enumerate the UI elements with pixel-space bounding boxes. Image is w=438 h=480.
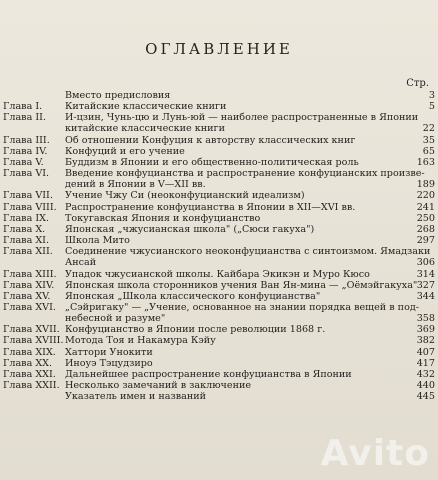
toc-row bbox=[3, 391, 435, 402]
toc-row bbox=[3, 291, 435, 302]
chapter-number: Глава XVIII. bbox=[3, 335, 64, 347]
chapter-title: Буддизм в Японии и его общественно-политическая роль bbox=[65, 156, 359, 168]
chapter-title: Японская школа сторонников учения Ван Ян-мина — „Оёмэйгакуха" bbox=[65, 279, 418, 291]
toc-row bbox=[3, 335, 435, 346]
toc-row bbox=[3, 146, 435, 157]
page-number: 445 bbox=[416, 391, 435, 403]
avito-watermark: Avito bbox=[320, 433, 430, 474]
chapter-title: китайские классические книги bbox=[65, 123, 225, 135]
page-number: 440 bbox=[416, 380, 435, 392]
page-number: 5 bbox=[428, 101, 435, 113]
chapter-title: Школа Мито bbox=[65, 235, 130, 247]
chapter-title: Указатель имен и названий bbox=[65, 391, 207, 403]
page-title: ОГЛАВЛЕНИЕ bbox=[145, 40, 293, 58]
toc-row bbox=[3, 257, 435, 268]
chapter-number: Глава XXI. bbox=[3, 368, 56, 380]
toc-row bbox=[3, 157, 435, 168]
chapter-title: Распространение конфуцианства в Японии в XII—XVI вв. bbox=[65, 201, 356, 213]
toc-row bbox=[3, 179, 435, 190]
chapter-title: Хаттори Унокити bbox=[65, 346, 153, 358]
chapter-title: Ансай bbox=[65, 257, 97, 269]
page-number: 3 bbox=[428, 90, 435, 101]
chapter-title: Иноуэ Тэцудзиро bbox=[65, 357, 153, 369]
page-number: 22 bbox=[422, 123, 435, 135]
page-number: 417 bbox=[416, 357, 435, 369]
toc-row bbox=[3, 347, 435, 358]
chapter-title: Об отношении Конфуция к авторству классических книг bbox=[65, 134, 356, 146]
toc-row bbox=[3, 380, 435, 391]
chapter-number: Глава II. bbox=[3, 112, 46, 124]
chapter-title: дений в Японии в V—XII вв. bbox=[65, 179, 206, 191]
chapter-number: Глава III. bbox=[3, 134, 50, 146]
page-number: 306 bbox=[416, 257, 435, 269]
chapter-number: Глава VI. bbox=[3, 168, 50, 180]
chapter-title: Китайские классические книги bbox=[65, 101, 227, 113]
chapter-number: Глава IX. bbox=[3, 212, 50, 224]
toc-row bbox=[3, 213, 435, 224]
chapter-title: Соединение чжусианского неоконфуцианства с синтоизмом. Ямадзаки bbox=[65, 246, 431, 258]
chapter-title: Японская „Школа классического конфуцианства" bbox=[65, 290, 321, 302]
chapter-title: Вместо предисловия bbox=[65, 90, 171, 101]
chapter-title: Мотода Тоя и Накамура Кэйу bbox=[65, 335, 216, 347]
toc-row bbox=[3, 112, 435, 123]
toc-row bbox=[3, 358, 435, 369]
toc-row bbox=[3, 90, 435, 101]
chapter-title: Учение Чжу Си (неоконфуцианский идеализм) bbox=[65, 190, 305, 202]
chapter-number: Глава V. bbox=[3, 156, 44, 168]
chapter-number: Глава XVI. bbox=[3, 301, 56, 313]
chapter-title: „Сэйригаку" — „Учение, основанное на знании порядка вещей в под- bbox=[65, 301, 419, 313]
toc-row bbox=[3, 302, 435, 313]
toc-row bbox=[3, 190, 435, 201]
toc-row bbox=[3, 235, 435, 246]
chapter-title: Японская „чжусианская школа" („Сюси гакуха") bbox=[65, 223, 315, 235]
toc-row bbox=[3, 246, 435, 257]
toc-row bbox=[3, 324, 435, 335]
chapter-number: Глава X. bbox=[3, 223, 46, 235]
chapter-number: Глава VII. bbox=[3, 190, 53, 202]
page-number: 314 bbox=[416, 268, 435, 280]
page-number: 220 bbox=[416, 190, 435, 202]
chapter-title: Конфуций и его учение bbox=[65, 145, 185, 157]
chapter-title: Упадок чжусианской школы. Кайбара Экикэн и Муро Кюсо bbox=[65, 268, 370, 280]
chapter-number: Глава XIII. bbox=[3, 268, 57, 280]
chapter-number: Глава XXII. bbox=[3, 380, 60, 392]
page-number: 407 bbox=[416, 346, 435, 358]
toc-row bbox=[3, 168, 435, 179]
chapter-title: Введение конфуцианства и распространение конфуцианских произве- bbox=[65, 168, 425, 180]
chapter-number: Глава XI. bbox=[3, 235, 50, 247]
toc-row bbox=[3, 224, 435, 235]
chapter-title: Дальнейшее распространение конфуцианства в Японии bbox=[65, 368, 352, 380]
chapter-number: Глава XII. bbox=[3, 246, 53, 258]
page-number: 65 bbox=[422, 145, 435, 157]
page-number: 344 bbox=[416, 290, 435, 302]
chapter-number: Глава XX. bbox=[3, 357, 53, 369]
toc-row bbox=[3, 123, 435, 134]
page-number: 268 bbox=[416, 223, 435, 235]
page-number: 369 bbox=[416, 324, 435, 336]
chapter-number: Глава VIII. bbox=[3, 201, 57, 213]
chapter-number: Глава IV. bbox=[3, 145, 48, 157]
chapter-number: Глава XIX. bbox=[3, 346, 56, 358]
toc-row bbox=[3, 202, 435, 213]
toc-row bbox=[3, 369, 435, 380]
toc-row bbox=[3, 135, 435, 146]
page-number: 297 bbox=[416, 235, 435, 247]
chapter-number: Глава XVII. bbox=[3, 324, 60, 336]
chapter-title: И-цзин, Чунь-цю и Лунь-юй — наиболее распространенные в Японии bbox=[65, 112, 419, 124]
chapter-title: Несколько замечаний в заключение bbox=[65, 380, 252, 392]
chapter-title: небесной и разуме" bbox=[65, 313, 166, 325]
page-number: 432 bbox=[416, 368, 435, 380]
page-number: 327 bbox=[416, 279, 435, 291]
table-of-contents bbox=[3, 90, 435, 402]
chapter-title: Конфуцианство в Японии после революции 1868 г. bbox=[65, 324, 326, 336]
chapter-title: Токугавская Япония и конфуцианство bbox=[65, 212, 261, 224]
page-number: 241 bbox=[416, 201, 435, 213]
toc-row bbox=[3, 313, 435, 324]
page-number: 35 bbox=[422, 134, 435, 146]
page-number: 163 bbox=[416, 156, 435, 168]
page-number: 189 bbox=[416, 179, 435, 191]
page-column-label: Стр. bbox=[406, 78, 429, 89]
toc-row bbox=[3, 280, 435, 291]
chapter-number: Глава XIV. bbox=[3, 279, 55, 291]
toc-row bbox=[3, 269, 435, 280]
toc-row bbox=[3, 101, 435, 112]
page-number: 250 bbox=[416, 212, 435, 224]
chapter-number: Глава I. bbox=[3, 101, 43, 113]
page-number: 382 bbox=[416, 335, 435, 347]
chapter-number: Глава XV. bbox=[3, 290, 51, 302]
page-number: 358 bbox=[416, 313, 435, 325]
